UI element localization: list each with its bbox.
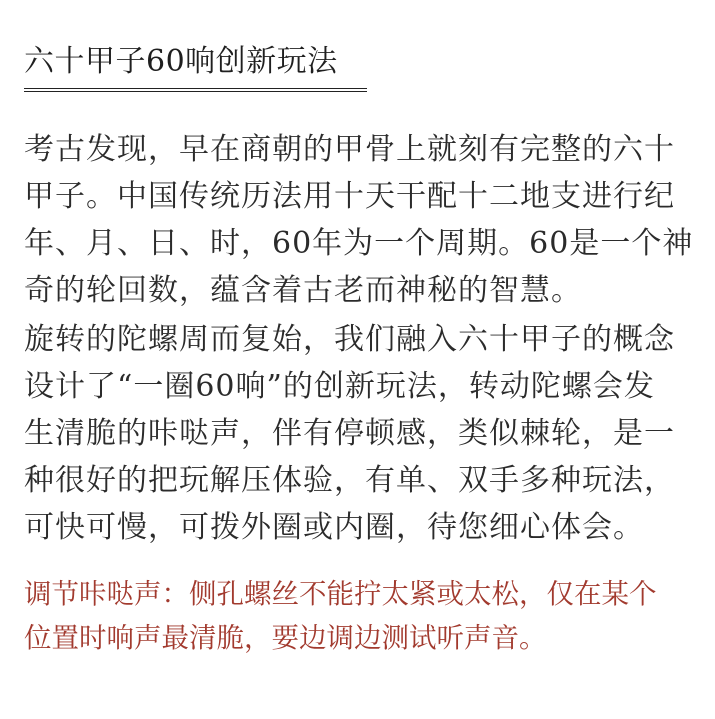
intro-paragraph — [24, 126, 694, 314]
paragraph-line: 设计了“一圈60响”的创新玩法，转动陀螺会发 — [24, 369, 655, 404]
paragraph-line: 生清脆的咔哒声，伴有停顿感，类似棘轮，是一 — [24, 416, 675, 451]
paragraph-line: 考古发现，早在商朝的甲骨上就刻有完整的六十 — [24, 132, 675, 167]
paragraph-line: 甲子。中国传统历法用十天干配十二地支进行纪 — [24, 179, 675, 214]
title-block — [24, 40, 338, 84]
paragraph-line: 年、月、日、时，60年为一个周期。60是一个神 — [24, 226, 694, 261]
title-double-underline — [24, 88, 367, 92]
note-line: 调节咔哒声：侧孔螺丝不能拧太紧或太松，仅在某个 — [24, 578, 657, 610]
page-title: 六十甲子60响创新玩法 — [24, 44, 338, 79]
paragraph-line: 可快可慢，可拨外圈或内圈，待您细心体会。 — [24, 510, 644, 545]
paragraph-line: 种很好的把玩解压体验，有单、双手多种玩法， — [24, 463, 675, 498]
gameplay-paragraph — [24, 316, 694, 551]
adjustment-note — [24, 572, 694, 660]
note-line: 位置时响声最清脆，要边调边测试听声音。 — [24, 622, 547, 654]
paragraph-line: 旋转的陀螺周而复始，我们融入六十甲子的概念 — [24, 322, 675, 357]
paragraph-line: 奇的轮回数，蕴含着古老而神秘的智慧。 — [24, 273, 582, 308]
